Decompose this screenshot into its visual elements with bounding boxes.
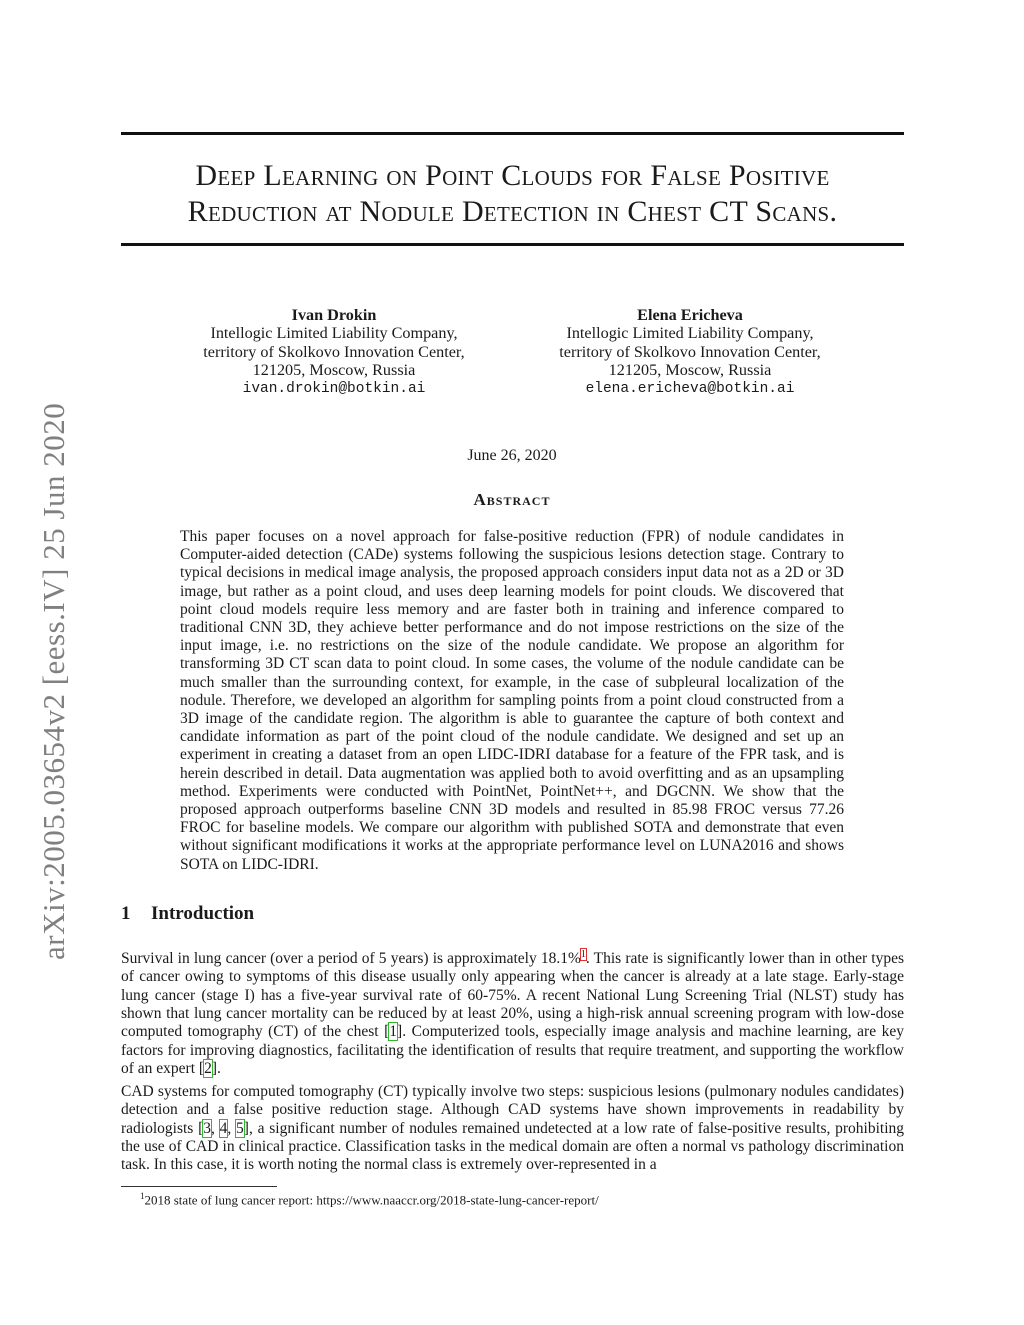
title-top-rule xyxy=(121,132,904,135)
text-run: , xyxy=(211,1119,220,1137)
text-run: ], a significant number of nodules remained undetected at a low rate of false-positive results, prohibiting the use of CAD in clinical practice. Classification tasks in the medical domain are often a normal vs pathology discrimination task. In this case, it is worth noting the normal class is extremely over-represented in a xyxy=(121,1119,905,1174)
footnote-text: 2018 state of lung cancer report: https://www.naaccr.org/2018-state-lung-cancer-report/ xyxy=(144,1192,599,1208)
footnote-divider xyxy=(121,1186,277,1187)
section-title: Introduction xyxy=(151,903,255,924)
author-affiliation: territory of Skolkovo Innovation Center, xyxy=(559,342,821,361)
author-block-1 xyxy=(174,306,494,398)
footnote-ref-link[interactable]: 1 xyxy=(580,949,586,960)
footnote xyxy=(140,1191,599,1208)
publication-date: June 26, 2020 xyxy=(467,447,557,464)
title-bottom-rule xyxy=(121,243,904,246)
footnote-mark: 1 xyxy=(140,1191,145,1201)
text-run: , xyxy=(227,1119,237,1137)
author-affiliation: 121205, Moscow, Russia xyxy=(608,361,772,380)
section-number: 1 xyxy=(121,903,131,924)
citation-link[interactable]: 2 xyxy=(204,1059,212,1077)
citation-link[interactable]: 4 xyxy=(219,1119,228,1137)
author-name: Elena Ericheva xyxy=(637,306,743,324)
author-block-2 xyxy=(530,306,850,398)
author-affiliation: territory of Skolkovo Innovation Center, xyxy=(203,342,465,361)
author-affiliation: Intellogic Limited Liability Company, xyxy=(210,324,458,343)
author-email[interactable]: ivan.drokin@botkin.ai xyxy=(242,380,426,397)
citation-link[interactable]: 3 xyxy=(203,1119,212,1137)
citation-link[interactable]: 1 xyxy=(389,1023,398,1041)
author-affiliation: Intellogic Limited Liability Company, xyxy=(566,324,814,343)
text-run: Survival in lung cancer (over a period of 5 years) is approximately 18.1% xyxy=(121,950,581,968)
intro-paragraph-1 xyxy=(121,946,904,1078)
citation-link[interactable]: 5 xyxy=(236,1119,244,1137)
section-heading xyxy=(121,903,254,925)
intro-paragraph-2 xyxy=(121,1083,904,1174)
arxiv-stamp: arXiv:2005.03654v2 [eess.IV] 25 Jun 2020 xyxy=(36,402,71,960)
text-run: ]. xyxy=(211,1059,221,1077)
author-name: Ivan Drokin xyxy=(291,306,377,324)
paper-title xyxy=(121,158,904,230)
title-line-1: Deep Learning on Point Clouds for False Positive xyxy=(195,159,830,192)
text-run: ]. Computerized tools, especially image analysis and machine learning, are key factors for improving diagnostics, facilitating the identification of results that require treatment, and supporting the workflow of an expert [ xyxy=(121,1023,904,1077)
text-run: CAD systems for computed tomography (CT) typically involve two steps: suspicious lesions (pulmonary nodules candidates) detection and a false positive reduction stage. Although CAD systems have shown improvements in readability by radiologists [ xyxy=(121,1083,904,1137)
author-affiliation: 121205, Moscow, Russia xyxy=(252,361,416,380)
text-run: . This rate is significantly lower than in other types of cancer owing to symptoms of this disease usually only appearing when the cancer is already at a late stage. Early-stage lung cancer (stage I) has a five-year survival rate of 60-75%. A recent National Lung Screening Trial (NLST) study has shown that lung cancer mortality can be reduced by at least 20%, using a high-risk annual screening program with low-dose computed tomography (CT) of the chest [ xyxy=(121,950,904,1041)
abstract-heading: Abstract xyxy=(473,490,551,509)
author-email[interactable]: elena.ericheva@botkin.ai xyxy=(585,380,795,397)
abstract-text: This paper focuses on a novel approach for false-positive reduction (FPR) of nodule candidates in Computer-aided detection (CADe) systems following the suspicious lesions detection stage. Contrary to typical decisions in medical image analysis, the proposed approach considers input data not as a 2D or 3D image, but rather as a point cloud, and uses deep learning models for point clouds. We discovered that point cloud models require less memory and are faster both in training and inference compared to traditional CNN 3D, they achieve better performance and do not impose restrictions on the size of the input image, i.e. no restrictions on the size of the nodule candidate. We propose an algorithm for transforming 3D CT scan data to point cloud. In some cases, the volume of the nodule candidate can be much smaller than the surrounding context, for example, in the case of subpleural localization of the nodule. Therefore, we developed an algorithm for sampling points from a point cloud constructed from a 3D image of the candidate region. The algorithm is able to guarantee the capture of both context and candidate information as part of the point cloud of the nodule candidate. We designed and set up an experiment in creating a dataset from an open LIDC-IDRI database for a feature of the FPR task, and is herein described in detail. Data augmentation was applied both to avoid overfitting and as an upsampling method. Experiments were conducted with PointNet, PointNet++, and DGCNN. We show that the proposed approach outperforms baseline CNN 3D models and resulted in 85.98 FROC versus 77.26 FROC for baseline models. We compare our algorithm with published SOTA and demonstrate that even without significant modifications it works at the appropriate performance level on LUNA2016 and shows SOTA on LIDC-IDRI. xyxy=(180,528,844,873)
title-line-2: Reduction at Nodule Detection in Chest CT Scans. xyxy=(187,195,838,228)
